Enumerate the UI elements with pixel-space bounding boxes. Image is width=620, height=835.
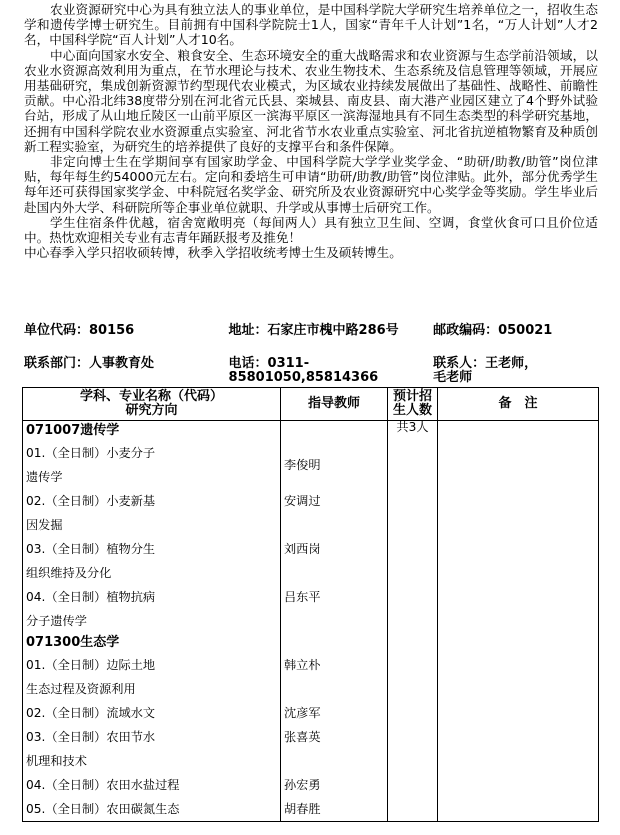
phone-label: 电话：0311- — [228, 356, 310, 371]
table-header-row — [23, 388, 599, 421]
table-row — [23, 701, 599, 725]
contact-person — [433, 357, 603, 385]
advisor: 韩立朴 — [281, 653, 388, 701]
table-row — [23, 725, 599, 773]
contact-more: 毛老师 — [433, 370, 473, 385]
address: 地址：石家庄市槐中路286号 — [228, 323, 399, 338]
advisor: 沈彦军 — [281, 701, 388, 725]
intro-paragraph: 中心面向国家水安全、粮食安全、生态环境安全的重大战略需求和农业资源与生态学前沿领域，以农业水资源高效利用为重点，在节水理论与技术、农业生物技术、生态系统及信息管理等领域，开展应用基础研究，集成创新资源节约型现代农业模式，为区域农业持续发展做出了基础性、战略性、前瞻性贡献。中心沿北纬38度带分别在河北省元氏县、栾城县、南皮县、南大港产业园区建立了4个野外试验台站，形成了从山地丘陵区一山前平原区一滨海平原区一滨海湿地具有不同生态类型的科学研究基地，还拥有中国科学院农业水资源重点实验室、河北省节水农业重点实验室、河北省抗逆植物繁育及种质创新工程实验室，为研究生的培养提供了良好的支撑平台和条件保障。 — [24, 47, 598, 154]
advisor: 李俊明 — [281, 441, 388, 489]
table-row — [23, 441, 599, 489]
research-direction: 03.（全日制）农田节水机理和技术 — [23, 725, 281, 773]
department: 联系部门：人事教育处 — [24, 356, 155, 371]
advisor: 孙宏勇 — [281, 773, 388, 797]
advisor: 刘西岗 — [281, 537, 388, 585]
research-direction: 04.（全日制）植物抗病分子遗传学 — [23, 585, 281, 633]
advisor: 吕东平 — [281, 585, 388, 633]
subject-name: 071007遗传学 — [23, 421, 281, 442]
advisor: 安调过 — [281, 489, 388, 537]
header-subject: 学科、专业名称（代码） 研究方向 — [23, 388, 281, 421]
subject-row — [23, 421, 599, 442]
table-row — [23, 489, 599, 537]
research-direction: 02.（全日制）小麦新基因发掘 — [23, 489, 281, 537]
program-table — [22, 387, 599, 822]
phone-numbers: 85801050,85814366 — [228, 370, 379, 385]
intro-paragraph: 非定向博士生在学期间享有国家助学金、中国科学院大学学业奖学金、“助研/助教/助管”岗位津贴，每年每生约54000元左右。定向和委培生可申请“助研/助教/助管”岗位津贴。此外，部分优秀学生每年还可获得国家奖学金、中科院冠名奖学金、研究所及农业资源研究中心奖学金等奖励。学生毕业后赴国内外大学、科研院所等企事业单位就职、升学或从事博士后研究工作。 — [24, 154, 598, 215]
subject-name: 071300生态学 — [23, 633, 281, 653]
research-direction: 04.（全日制）农田水盐过程 — [23, 773, 281, 797]
advisor: 张喜英 — [281, 725, 388, 773]
contact-info-row — [24, 357, 603, 385]
header-remarks: 备 注 — [438, 388, 599, 421]
research-direction: 05.（全日制）农田碳氮生态 — [23, 797, 281, 822]
intro-paragraph: 中心春季入学只招收硕转博，秋季入学招收统考博士生及硕转博生。 — [24, 245, 402, 261]
table-row — [23, 585, 599, 633]
quota-cell — [388, 633, 438, 653]
unit-code: 单位代码：80156 — [24, 323, 135, 338]
intro-paragraph: 学生住宿条件优越，宿舍宽敞明亮（每间两人）具有独立卫生间、空调，食堂伙食可口且价位适中。热忱欢迎相关专业有志青年踊跃报考及推免！ — [24, 214, 598, 246]
header-quota: 预计招生人数 — [388, 388, 438, 421]
contact-label: 联系人：王老师， — [433, 356, 538, 371]
table-row — [23, 773, 599, 797]
postcode: 邮政编码：050021 — [433, 323, 553, 338]
table-row — [23, 797, 599, 822]
research-direction: 01.（全日制）边际土地生态过程及资源利用 — [23, 653, 281, 701]
research-direction: 03.（全日制）植物分生组织维持及分化 — [23, 537, 281, 585]
table-row — [23, 653, 599, 701]
quota-cell: 共3人 — [388, 421, 438, 634]
table-row — [23, 537, 599, 585]
subject-row — [23, 633, 599, 653]
intro-paragraph: 农业资源研究中心为具有独立法人的事业单位，是中国科学院大学研究生培养单位之一，招收生态学和遗传学博士研究生。目前拥有中国科学院院士1人，国家“青年千人计划”1名，“万人计划”人才2名，中国科学院“百人计划”人才10名。 — [24, 2, 598, 48]
phone — [229, 357, 429, 385]
header-advisor: 指导教师 — [281, 388, 388, 421]
unit-info-row — [24, 324, 603, 338]
advisor: 胡春胜 — [281, 797, 388, 822]
introduction — [24, 2, 598, 260]
research-direction: 01.（全日制）小麦分子遗传学 — [23, 441, 281, 489]
research-direction: 02.（全日制）流域水文 — [23, 701, 281, 725]
